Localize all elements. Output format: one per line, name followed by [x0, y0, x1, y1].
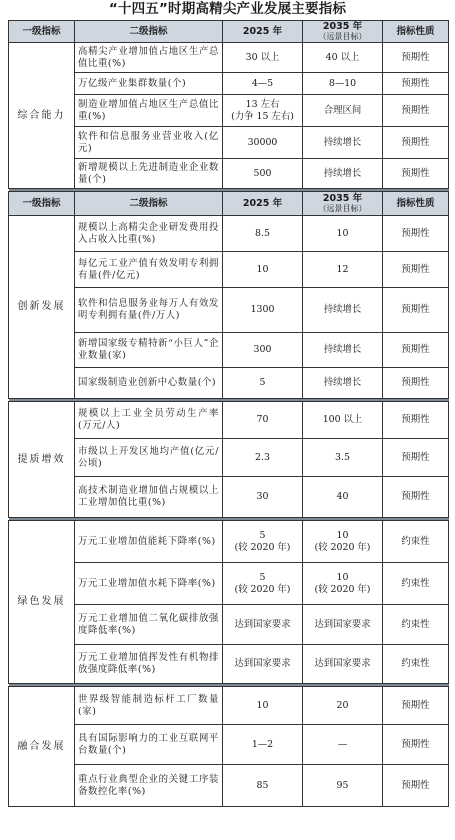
value-2025: 1300: [250, 304, 275, 315]
value-2035: 合理区间: [323, 104, 362, 116]
table-row: [9, 605, 449, 645]
nature-cell: 预期性: [383, 687, 449, 725]
header-nature: 指标性质: [383, 192, 449, 216]
header-2035-label: 2035 年: [322, 20, 363, 32]
header-2035: [303, 21, 383, 43]
table-row: [9, 687, 449, 725]
value-2035-cell: [303, 477, 383, 518]
nature-cell: 预期性: [383, 95, 449, 127]
value-2035: 20: [336, 699, 349, 711]
value-2035: 达到国家要求: [314, 658, 371, 669]
nature-cell: 预期性: [383, 765, 449, 807]
table-row: [9, 368, 449, 399]
value-2025-cell: [223, 216, 303, 252]
value-2025: 达到国家要求: [234, 658, 291, 669]
value-2035-note: (较 2020 年): [314, 583, 371, 595]
header-2035-note: （远景目标）: [318, 31, 367, 41]
nature-cell: 预期性: [383, 477, 449, 518]
value-2035: 持续增长: [323, 377, 362, 388]
level2-indicator-cell: 软件和信息服务业营业收入(亿元): [75, 127, 223, 159]
value-2035: 持续增长: [323, 304, 362, 315]
header-level1: 一级指标: [9, 21, 75, 43]
value-2025-cell: [223, 288, 303, 333]
table-row: [9, 477, 449, 518]
value-2035-cell: [303, 439, 383, 477]
level2-indicator-cell: 世界级智能制造标杆工厂数量(家): [75, 687, 223, 725]
value-2035: 持续增长: [323, 344, 362, 355]
level2-indicator-cell: 国家级制造业创新中心数量(个): [75, 368, 223, 399]
value-2025-cell: [223, 725, 303, 765]
value-2035-cell: [303, 563, 383, 605]
value-2035-cell: [303, 159, 383, 189]
nature-cell: 预期性: [383, 402, 449, 439]
level1-indicator-cell: 综合能力: [9, 43, 75, 189]
header-row: [9, 192, 449, 216]
value-2035-cell: [303, 605, 383, 645]
header-row: [9, 21, 449, 43]
header-2025: 2025 年: [223, 21, 303, 43]
nature-cell: 预期性: [383, 159, 449, 189]
nature-cell: 预期性: [383, 288, 449, 333]
value-2035: 持续增长: [323, 167, 362, 179]
table-row: [9, 95, 449, 127]
value-2035-note: (较 2020 年): [314, 541, 371, 553]
value-2025-cell: [223, 43, 303, 73]
level2-indicator-cell: 市级以上开发区地均产值(亿元/公顷): [75, 439, 223, 477]
value-2035-cell: [303, 402, 383, 439]
table-row: [9, 333, 449, 368]
value-2035: 40 以上: [325, 51, 360, 63]
table-row: [9, 725, 449, 765]
value-2035: 10: [336, 571, 349, 583]
level2-indicator-cell: 万元工业增加值挥发性有机物排放强度降低率(%): [75, 645, 223, 684]
value-2025: 30 以上: [245, 51, 280, 63]
value-2025-cell: [223, 687, 303, 725]
level1-indicator-cell: 绿色发展: [9, 521, 75, 684]
value-2035-cell: [303, 252, 383, 288]
level2-indicator-cell: 软件和信息服务业每万人有效发明专利拥有量(件/万人): [75, 288, 223, 333]
value-2025: 2.3: [255, 451, 270, 463]
level2-indicator-cell: 万元工业增加值能耗下降率(%): [75, 521, 223, 563]
table-row: [9, 252, 449, 288]
value-2025-cell: [223, 477, 303, 518]
value-2035-cell: [303, 645, 383, 684]
header-2035-label: 2035 年: [322, 192, 363, 204]
value-2035-cell: [303, 95, 383, 127]
indicator-table-body: [9, 21, 449, 807]
value-2035-cell: [303, 368, 383, 399]
indicator-table: [8, 20, 449, 807]
value-2035-cell: [303, 216, 383, 252]
table-row: [9, 288, 449, 333]
value-2035: —: [337, 738, 348, 750]
header-level2: 二级指标: [75, 21, 223, 43]
nature-cell: 预期性: [383, 725, 449, 765]
value-2035-cell: [303, 765, 383, 807]
nature-cell: 约束性: [383, 521, 449, 563]
value-2025: 8.5: [255, 227, 270, 239]
value-2025: 5: [259, 377, 266, 388]
level1-indicator-cell: 融合发展: [9, 687, 75, 807]
value-2025-cell: [223, 402, 303, 439]
level2-indicator-cell: 规模以上高精尖企业研发费用投入占收入比重(%): [75, 216, 223, 252]
value-2025-cell: [223, 333, 303, 368]
level2-indicator-cell: 重点行业典型企业的关键工序装备数控化率(%): [75, 765, 223, 807]
value-2035: 10: [336, 529, 349, 541]
value-2035: 持续增长: [323, 136, 362, 148]
table-row: [9, 73, 449, 95]
value-2025: 1—2: [251, 738, 274, 750]
value-2025-cell: [223, 765, 303, 807]
header-nature: 指标性质: [383, 21, 449, 43]
value-2035-cell: [303, 43, 383, 73]
value-2025-note: (较 2020 年): [234, 583, 291, 595]
value-2035-cell: [303, 288, 383, 333]
value-2035: 10: [336, 227, 349, 239]
value-2035-cell: [303, 333, 383, 368]
header-2025: 2025 年: [223, 192, 303, 216]
value-2025: 70: [256, 414, 269, 425]
table-row: [9, 439, 449, 477]
value-2025-note: (较 2020 年): [234, 541, 291, 553]
value-2025: 4—5: [251, 77, 274, 89]
nature-cell: 预期性: [383, 439, 449, 477]
value-2025-cell: [223, 159, 303, 189]
value-2025-cell: [223, 563, 303, 605]
table-row: [9, 216, 449, 252]
value-2025-cell: [223, 605, 303, 645]
level2-indicator-cell: 万元工业增加值水耗下降率(%): [75, 563, 223, 605]
value-2025-cell: [223, 439, 303, 477]
value-2025-cell: [223, 368, 303, 399]
nature-cell: 约束性: [383, 563, 449, 605]
value-2025-cell: [223, 252, 303, 288]
value-2035-cell: [303, 725, 383, 765]
level1-indicator-cell: 创新发展: [9, 216, 75, 399]
table-row: [9, 645, 449, 684]
value-2025-cell: [223, 95, 303, 127]
value-2025: 500: [253, 167, 272, 179]
nature-cell: 预期性: [383, 252, 449, 288]
nature-cell: 约束性: [383, 645, 449, 684]
value-2025: 10: [256, 263, 269, 275]
header-level1: 一级指标: [9, 192, 75, 216]
value-2025-cell: [223, 73, 303, 95]
value-2025: 达到国家要求: [234, 618, 291, 630]
level2-indicator-cell: 万元工业增加值二氧化碳排放强度降低率(%): [75, 605, 223, 645]
level2-indicator-cell: 高精尖产业增加值占地区生产总值比重(%): [75, 43, 223, 73]
value-2035: 8—10: [328, 77, 357, 89]
value-2035-cell: [303, 127, 383, 159]
value-2025-cell: [223, 645, 303, 684]
nature-cell: 预期性: [383, 43, 449, 73]
table-row: [9, 521, 449, 563]
value-2025: 85: [256, 779, 269, 791]
table-row: [9, 43, 449, 73]
level2-indicator-cell: 具有国际影响力的工业互联网平台数量(个): [75, 725, 223, 765]
indicator-table-container: [8, 20, 448, 807]
nature-cell: 预期性: [383, 216, 449, 252]
value-2025: 10: [256, 699, 269, 711]
nature-cell: 预期性: [383, 73, 449, 95]
level2-indicator-cell: 制造业增加值占地区生产总值比重(%): [75, 95, 223, 127]
value-2035: 40: [336, 491, 349, 502]
value-2025: 13 左右: [245, 98, 280, 110]
level1-indicator-cell: 提质增效: [9, 402, 75, 518]
value-2035-cell: [303, 521, 383, 563]
nature-cell: 预期性: [383, 127, 449, 159]
level2-indicator-cell: 规模以上工业全员劳动生产率(万元/人): [75, 402, 223, 439]
value-2025: 5: [259, 529, 266, 541]
value-2035: 3.5: [335, 451, 350, 463]
header-level2: 二级指标: [75, 192, 223, 216]
nature-cell: 约束性: [383, 605, 449, 645]
table-row: [9, 563, 449, 605]
value-2035: 达到国家要求: [314, 618, 371, 630]
value-2035: 95: [336, 779, 349, 791]
value-2025: 300: [253, 344, 272, 355]
level2-indicator-cell: 每亿元工业产值有效发明专利拥有量(件/亿元): [75, 252, 223, 288]
value-2025: 5: [259, 571, 266, 583]
page-title: “十四五”时期高精尖产业发展主要指标: [108, 1, 347, 17]
value-2035: 100 以上: [322, 414, 363, 425]
value-2025-cell: [223, 521, 303, 563]
value-2025-note: (力争 15 左右): [231, 110, 294, 122]
value-2035-cell: [303, 73, 383, 95]
level2-indicator-cell: 新增规模以上先进制造业企业数量(个): [75, 159, 223, 189]
value-2025: 30: [256, 491, 269, 502]
level2-indicator-cell: 万亿级产业集群数量(个): [75, 73, 223, 95]
value-2025-cell: [223, 127, 303, 159]
table-row: [9, 127, 449, 159]
table-row: [9, 402, 449, 439]
table-row: [9, 765, 449, 807]
nature-cell: 预期性: [383, 368, 449, 399]
header-2035-note: （远景目标）: [318, 203, 367, 213]
value-2035: 12: [336, 263, 349, 275]
value-2025: 30000: [247, 136, 278, 148]
nature-cell: 预期性: [383, 333, 449, 368]
value-2035-cell: [303, 687, 383, 725]
level2-indicator-cell: 高技术制造业增加值占规模以上工业增加值比重(%): [75, 477, 223, 518]
table-row: [9, 159, 449, 189]
level2-indicator-cell: 新增国家级专精特新“小巨人”企业数量(家): [75, 333, 223, 368]
header-2035: [303, 192, 383, 216]
